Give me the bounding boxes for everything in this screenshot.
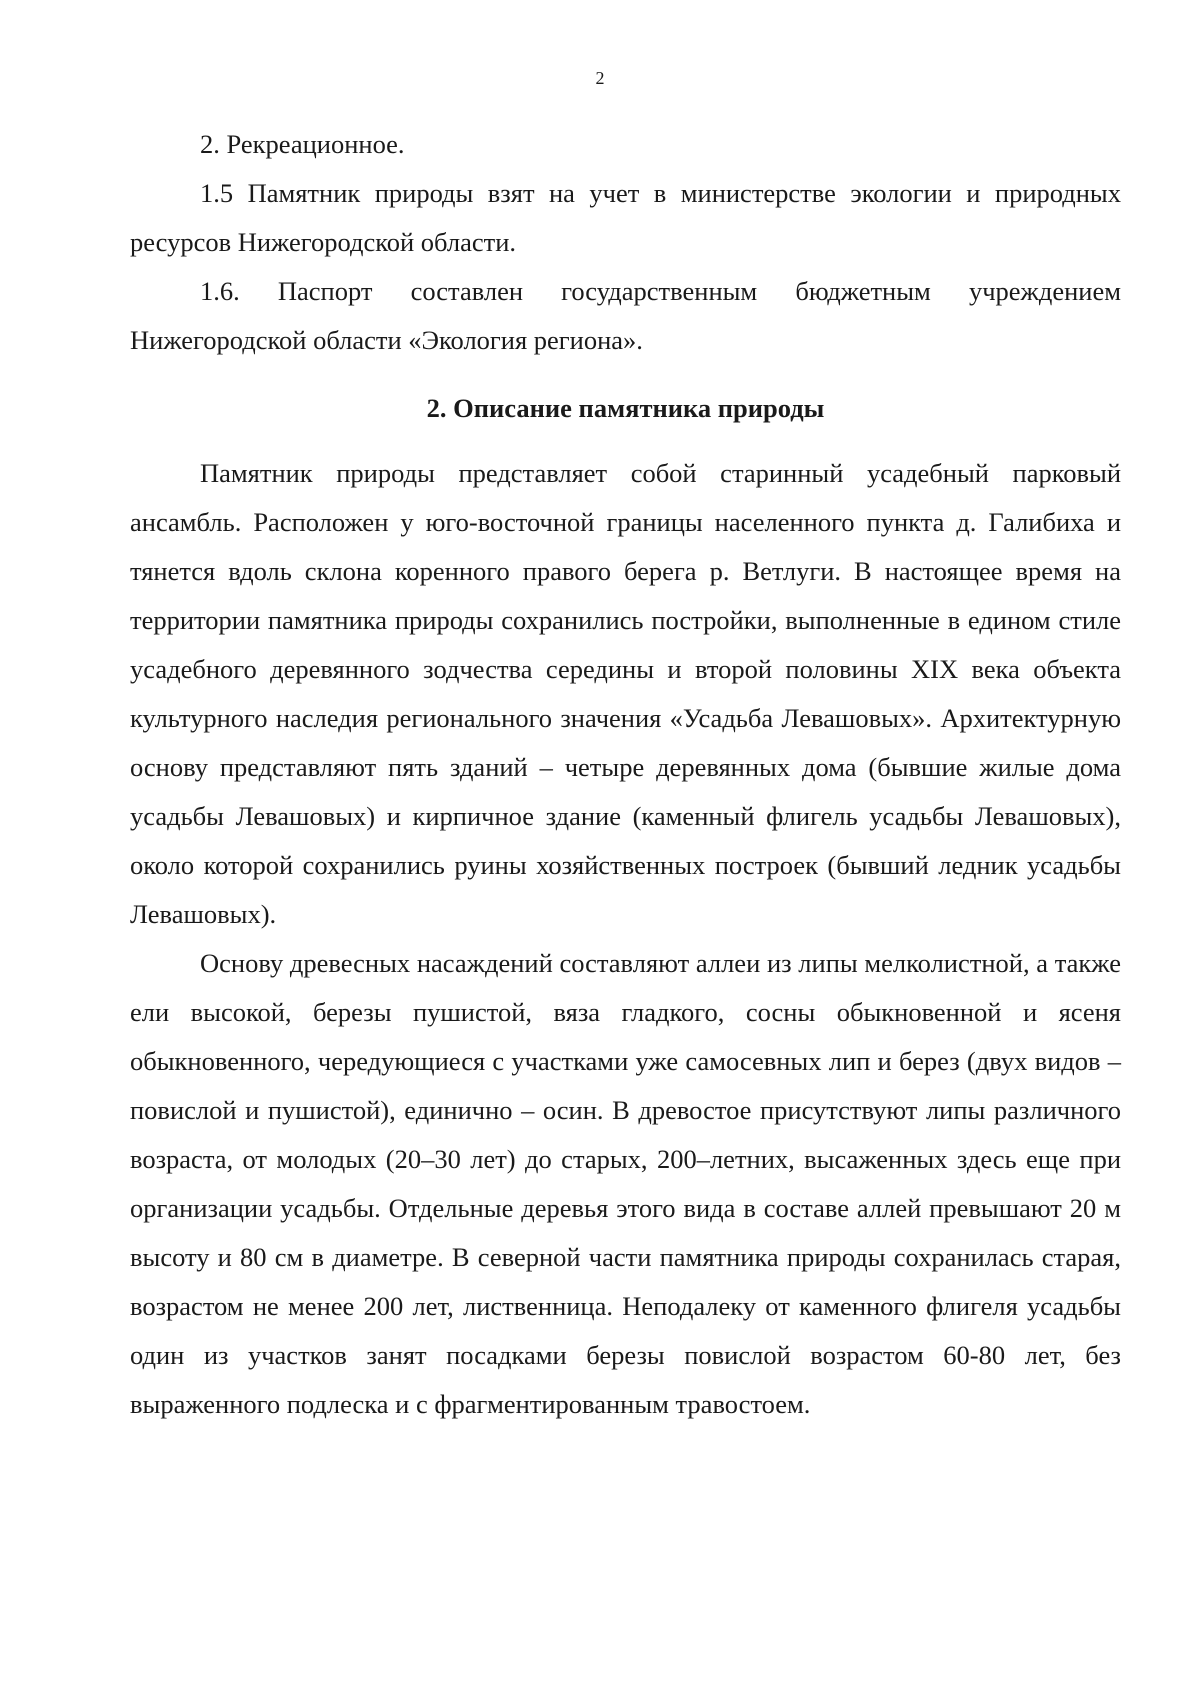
section-heading: 2. Описание памятника природы [426, 393, 825, 423]
paragraph-registration: 1.5 Памятник природы взят на учет в министерстве экологии и природных ресурсов Нижегородской области. [130, 178, 1121, 257]
paragraph-tree-plantings: Основу древесных насаждений составляют аллеи из липы мелколистной, а также ели высокой, березы пушистой, вяза гладкого, сосны обыкновенной и ясеня обыкновенного, чередующиеся с участками уже самосевных лип и берез (двух видов – повислой и пушистой), единично – осин. В древостое присутствуют липы различного возраста, от молодых (20–30 лет) до старых, 200–летних, высаженных здесь еще при организации усадьбы. Отдельные деревья этого вида в составе аллей превышают 20 м высоту и 80 см в диаметре. В северной части памятника природы сохранилась старая, возрастом не менее 200 лет, лиственница. Неподалеку от каменного флигеля усадьбы один из участков занят посадками березы повислой возрастом 60-80 лет, без выраженного подлеска и с фрагментированным травостоем. [130, 948, 1121, 1419]
paragraph-passport-author: 1.6. Паспорт составлен государственным бюджетным учреждением Нижегородской области «Экология региона». [130, 276, 1121, 355]
paragraph-recreational: 2. Рекреационное. [200, 129, 405, 159]
page-number: 2 [595, 68, 605, 88]
document-body [130, 120, 1121, 1429]
paragraph-description: Памятник природы представляет собой старинный усадебный парковый ансамбль. Расположен у юго-восточной границы населенного пункта д. Галибиха и тянется вдоль склона коренного правого берега р. Ветлуги. В настоящее время на территории памятника природы сохранились постройки, выполненные в едином стиле усадебного деревянного зодчества середины и второй половины XIX века объекта культурного наследия регионального значения «Усадьба Левашовых». Архитектурную основу представляют пять зданий – четыре деревянных дома (бывшие жилые дома усадьбы Левашовых) и кирпичное здание (каменный флигель усадьбы Левашовых), около которой сохранились руины хозяйственных построек (бывший ледник усадьбы Левашовых). [130, 458, 1121, 929]
